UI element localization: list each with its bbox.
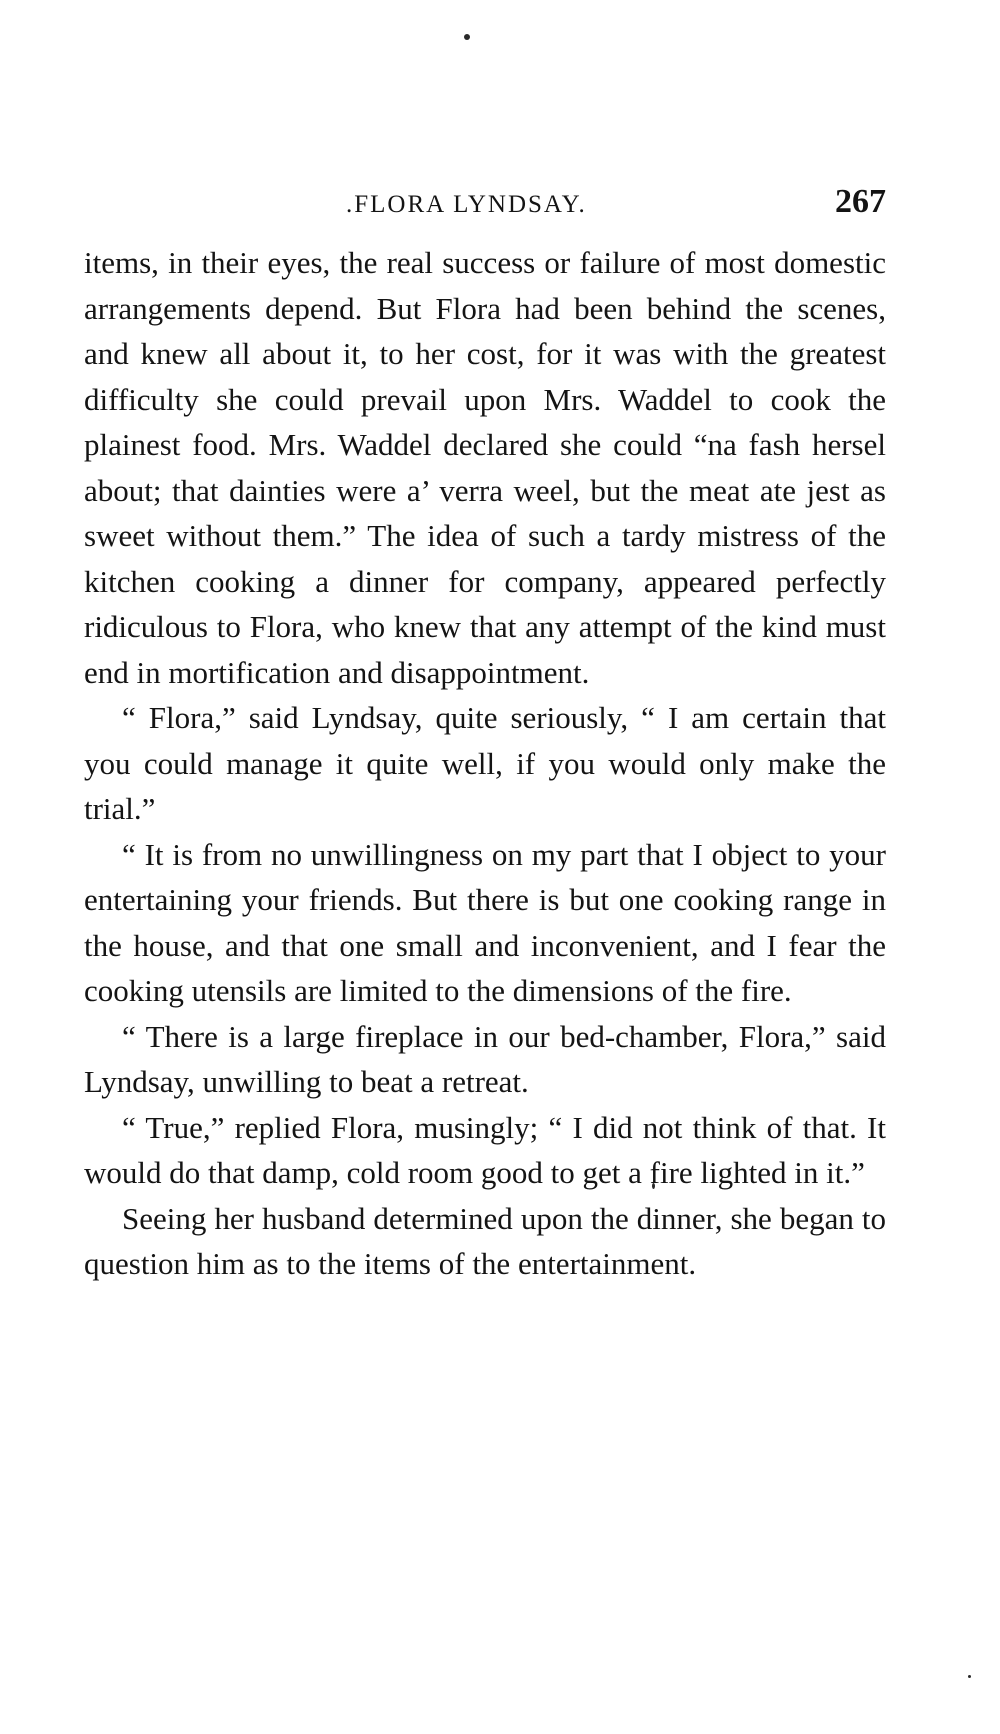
- paragraph: “ True,” replied Flora, musingly; “ I did not think of that. It would do that damp, cold room good to get a fire lighted in it.”: [84, 1109, 886, 1190]
- paragraph: Seeing her husband determined upon the dinner, she began to question him as to the items of the entertainment.: [84, 1200, 886, 1281]
- page-number: 267: [835, 183, 886, 220]
- paragraph: “ There is a large fireplace in our bed-chamber, Flora,” said Lyndsay, unwilling to beat a retreat.: [84, 1018, 886, 1099]
- page-header: [84, 183, 886, 231]
- body-text: [84, 240, 886, 1287]
- paragraph: items, in their eyes, the real success or failure of most domestic arrangements depend. But Flora had been behind the scenes, and knew all about it, to her cost, for it was with the greatest difficulty she could prevail upon Mrs. Waddel to cook the plainest food. Mrs. Waddel declared she could “na fash hersel about; that dainties were a’ verra weel, but the meat ate jest as sweet without them.” The idea of such a tardy mistress of the kitchen cooking a dinner for company, appeared perfectly ridiculous to Flora, who knew that any attempt of the kind must end in mortification and disappointment.: [84, 245, 886, 690]
- paragraph: “ It is from no unwillingness on my part that I object to your entertaining your friends. But there is but one cooking range in the house, and that one small and inconvenient, and I fear the cooking utensils are limited to the dimensions of the fire.: [84, 836, 886, 1008]
- paragraph: “ Flora,” said Lyndsay, quite seriously, “ I am certain that you could manage it quite well, if you would only make the trial.”: [84, 700, 886, 826]
- running-title: .FLORA LYNDSAY.: [346, 191, 587, 218]
- ink-speck: [968, 1675, 971, 1678]
- ink-speck: [464, 34, 470, 40]
